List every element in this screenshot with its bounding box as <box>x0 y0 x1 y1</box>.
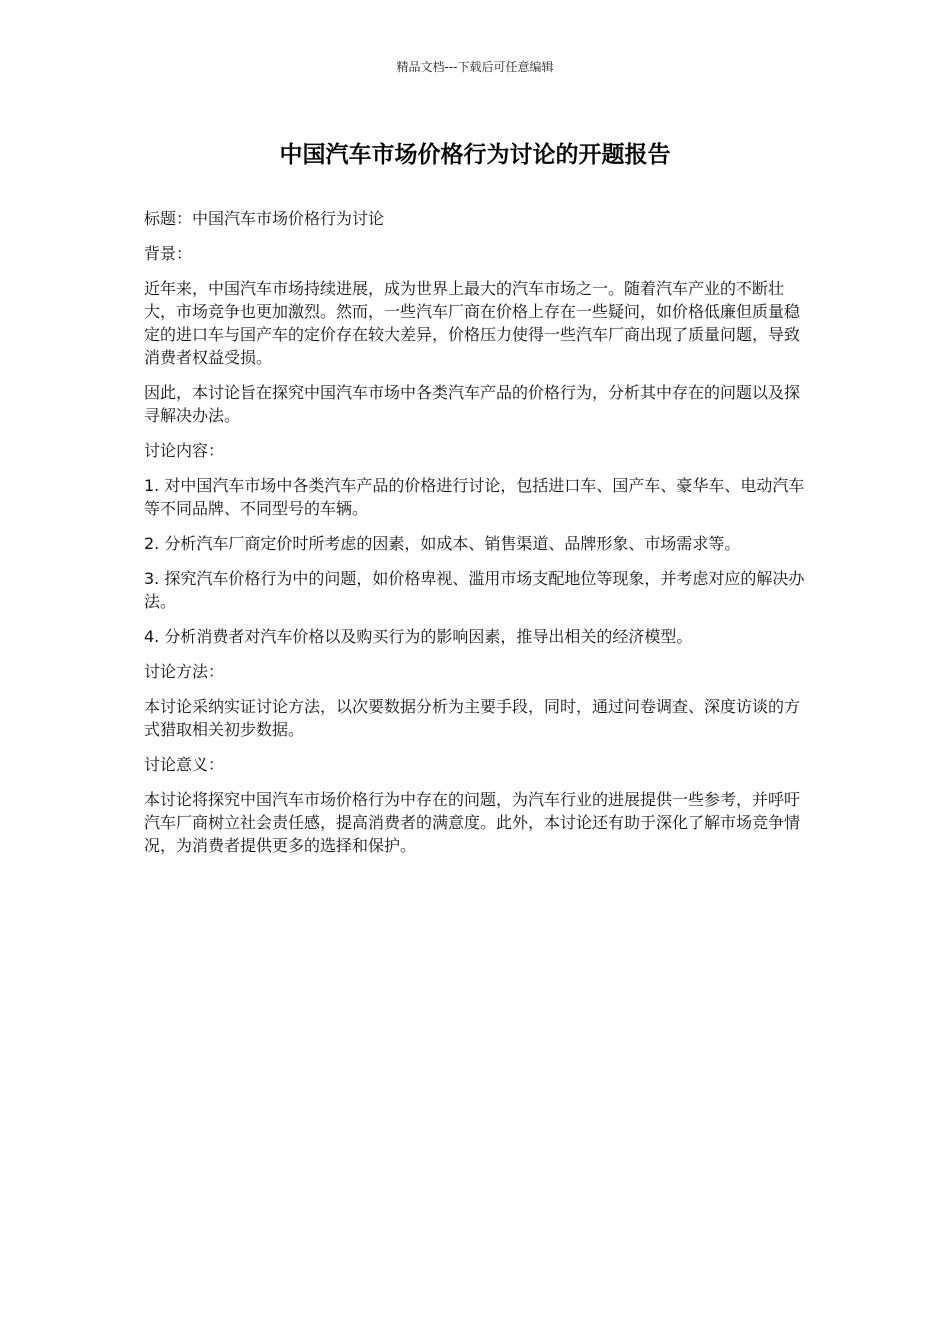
list-item-3: 3. 探究汽车价格行为中的问题，如价格卑视、滥用市场支配地位等现象，并考虑对应的解决办法。 <box>144 569 805 611</box>
heading-background: 背景： <box>144 244 193 263</box>
paragraph-title-line: 标题：中国汽车市场价格行为讨论 <box>144 209 385 228</box>
list-item-1: 1. 对中国汽车市场中各类汽车产品的价格进行讨论，包括进口车、国产车、豪华车、电动汽车等不同品牌、不同型号的车辆。 <box>144 476 805 518</box>
page-header-note: 精品文档---下载后可任意编辑 <box>396 60 554 74</box>
document-body <box>144 207 808 869</box>
list-item-4: 4. 分析消费者对汽车价格以及购买行为的影响因素，推导出相关的经济模型。 <box>144 627 693 646</box>
heading-method: 讨论方法： <box>144 662 225 681</box>
paragraph-significance: 本讨论将探究中国汽车市场价格行为中存在的问题，为汽车行业的进展提供一些参考，并呼吁汽车厂商树立社会责任感，提高消费者的满意度。此外，本讨论还有助于深化了解市场竞争情况，为消费者提供更多的选择和保护。 <box>144 790 801 855</box>
heading-significance: 讨论意义： <box>144 755 225 774</box>
paragraph-background: 近年来，中国汽车市场持续进展，成为世界上最大的汽车市场之一。随着汽车产业的不断壮大，市场竞争也更加激烈。然而，一些汽车厂商在价格上存在一些疑问，如价格低廉但质量稳定的进口车与国产车的定价存在较大差异，价格压力使得一些汽车厂商出现了质量问题，导致消费者权益受损。 <box>144 279 801 367</box>
document-title: 中国汽车市场价格行为讨论的开题报告 <box>279 142 671 168</box>
heading-content: 讨论内容： <box>144 441 225 460</box>
list-item-2: 2. 分析汽车厂商定价时所考虑的因素，如成本、销售渠道、品牌形象、市场需求等。 <box>144 534 741 553</box>
paragraph-method: 本讨论采纳实证讨论方法，以次要数据分析为主要手段，同时，通过问卷调查、深度访谈的方式猎取相关初步数据。 <box>144 697 801 739</box>
paragraph-purpose: 因此，本讨论旨在探究中国汽车市场中各类汽车产品的价格行为，分析其中存在的问题以及探寻解决办法。 <box>144 383 801 425</box>
